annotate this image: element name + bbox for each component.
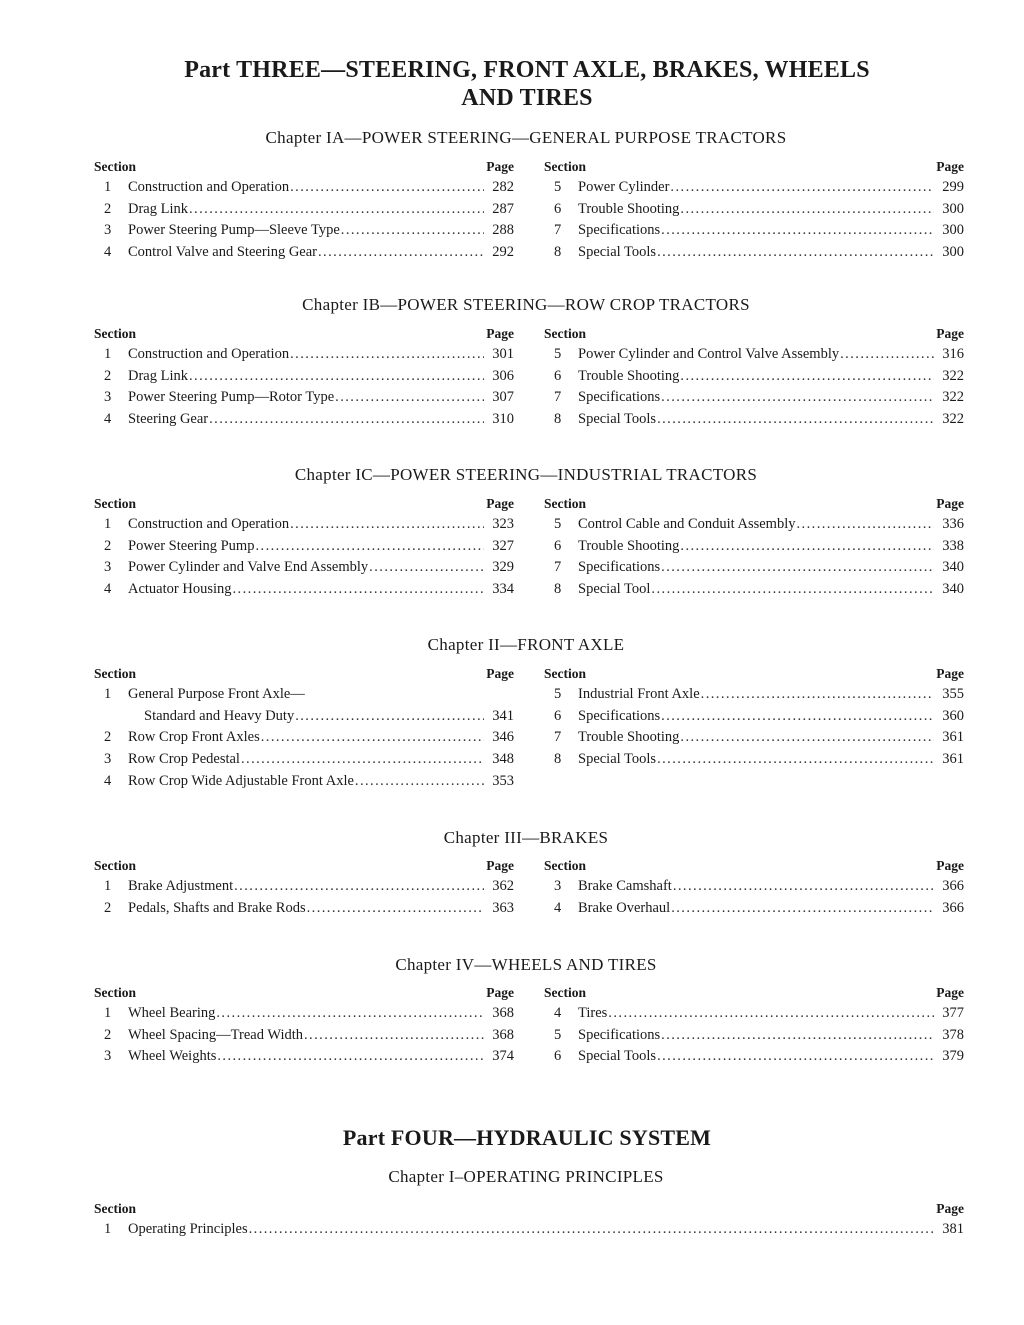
section-title: Control Valve and Steering Gear [128, 244, 317, 261]
page-number: 346 [492, 729, 514, 746]
toc-entry[interactable] [94, 199, 514, 221]
section-title: Control Cable and Conduit Assembly [578, 516, 796, 532]
page-number: 361 [942, 751, 964, 768]
part-four-title: Part FOUR—HYDRAULIC SYSTEM [342, 1125, 712, 1150]
dot-leader [680, 727, 934, 749]
page-number: 329 [492, 559, 514, 576]
section-number: 7 [554, 729, 562, 746]
dot-leader [307, 898, 484, 920]
section-number: 5 [554, 346, 562, 362]
section-header: Section [544, 496, 586, 511]
page-number: 368 [492, 1005, 514, 1021]
section-header: Section [94, 858, 136, 873]
toc-entry[interactable] [94, 177, 514, 199]
section-title: Special Tools [578, 1048, 657, 1065]
toc-entry[interactable] [544, 409, 964, 431]
page-header: Page [486, 326, 514, 341]
page-number: 366 [942, 899, 964, 916]
chapter-iv-heading: Chapter IV—WHEELS AND TIRES [395, 955, 657, 974]
page-number: 336 [942, 516, 964, 532]
toc-entry[interactable] [94, 1003, 514, 1025]
section-header: Section [544, 326, 586, 341]
section-header: Section [94, 159, 136, 174]
dot-leader [661, 1025, 934, 1047]
page-number: 287 [492, 200, 514, 217]
toc-entry[interactable] [94, 242, 514, 264]
toc-entry[interactable] [544, 199, 964, 221]
toc-entry[interactable] [94, 749, 514, 771]
page-number: 377 [942, 1005, 964, 1021]
toc-entry[interactable] [94, 557, 514, 579]
section-number: 4 [104, 772, 112, 789]
dot-leader [671, 898, 934, 920]
section-title: Row Crop Wide Adjustable Front Axle [128, 772, 354, 789]
column-header [94, 663, 514, 684]
section-header: Section [94, 985, 136, 1000]
page-number: 360 [942, 707, 964, 724]
section-number: 7 [554, 389, 562, 406]
section-title: Tires [578, 1005, 608, 1021]
toc-entry[interactable] [94, 409, 514, 431]
page-header: Page [486, 985, 514, 1000]
section-number: 1 [104, 1005, 112, 1021]
section-number: 3 [104, 389, 112, 406]
dot-leader [255, 536, 484, 558]
dot-leader [209, 409, 484, 431]
section-number: 7 [554, 222, 562, 239]
section-title: Brake Adjustment [128, 878, 234, 894]
page-number: 341 [492, 707, 514, 724]
page-number: 282 [492, 179, 514, 195]
page-header: Page [936, 985, 964, 1000]
chapter-iv-right-column [544, 982, 964, 1068]
dot-leader [657, 409, 934, 431]
column-header [544, 663, 964, 684]
section-number: 5 [554, 516, 562, 532]
dot-leader [290, 177, 484, 199]
toc-entry[interactable] [94, 727, 514, 749]
column-header [94, 156, 514, 177]
toc-entry[interactable] [544, 876, 964, 898]
section-title: Special Tools [578, 411, 657, 428]
page-number: 361 [942, 729, 964, 746]
section-number: 3 [104, 1048, 112, 1065]
toc-entry[interactable] [94, 514, 514, 536]
column-header [94, 855, 514, 876]
page-number: 381 [942, 1221, 964, 1237]
toc-entry[interactable] [94, 344, 514, 366]
section-title: Steering Gear [128, 411, 209, 428]
section-title: Special Tool [578, 581, 651, 598]
toc-entry[interactable] [544, 684, 964, 706]
section-title: Specifications [578, 389, 661, 406]
section-number: 2 [104, 1026, 112, 1043]
section-number: 7 [554, 559, 562, 576]
page-number: 379 [942, 1048, 964, 1065]
part-four-chapter-i-column [94, 1198, 964, 1241]
dot-leader [249, 1219, 934, 1241]
section-number: 4 [104, 581, 112, 598]
part-three-title-line-1: Part THREE—STEERING, FRONT AXLE, BRAKES, WHEELS [184, 57, 870, 83]
column-header [544, 156, 964, 177]
dot-leader [701, 684, 934, 706]
section-title: Construction and Operation [128, 179, 290, 195]
page-number: 299 [942, 179, 964, 195]
chapter-ib-heading: Chapter IB—POWER STEERING—ROW CROP TRACTORS [302, 295, 750, 314]
section-header: Section [94, 1201, 136, 1216]
section-title: Construction and Operation [128, 516, 290, 532]
section-number: 2 [104, 367, 112, 384]
page-header: Page [936, 326, 964, 341]
page-number: 300 [942, 200, 964, 217]
toc-entry[interactable] [544, 727, 964, 749]
page-number: 300 [942, 222, 964, 239]
section-title: Specifications [578, 707, 661, 724]
page-number: 363 [492, 899, 514, 916]
section-number: 1 [104, 1221, 112, 1237]
section-title: Row Crop Front Axles [128, 729, 260, 746]
chapter-iii-left-column [94, 855, 514, 919]
dot-leader [304, 1025, 484, 1047]
chapter-iv-left-column [94, 982, 514, 1068]
page-number: 362 [492, 878, 514, 894]
dot-leader [318, 242, 484, 264]
part-four-chapter-i-heading: Chapter I–OPERATING PRINCIPLES [388, 1167, 664, 1186]
section-title: General Purpose Front Axle— [128, 686, 305, 702]
toc-entry[interactable] [544, 536, 964, 558]
section-number: 1 [104, 878, 112, 894]
toc-entry-continuation[interactable] [94, 706, 514, 728]
section-title: Specifications [578, 222, 661, 239]
section-title: Power Steering Pump—Sleeve Type [128, 222, 340, 239]
toc-entry[interactable] [544, 344, 964, 366]
section-title: Pedals, Shafts and Brake Rods [128, 899, 306, 916]
page-header: Page [486, 496, 514, 511]
section-number: 1 [104, 686, 112, 702]
section-title: Power Cylinder and Valve End Assembly [128, 559, 369, 576]
dot-leader [657, 1046, 934, 1068]
section-number: 8 [554, 411, 562, 428]
page-number: 340 [942, 581, 964, 598]
section-number: 8 [554, 244, 562, 261]
page-header: Page [936, 496, 964, 511]
toc-entry[interactable] [544, 1025, 964, 1047]
toc-entry[interactable] [544, 1003, 964, 1025]
dot-leader [661, 706, 934, 728]
dot-leader [661, 557, 934, 579]
chapter-iii-heading: Chapter III—BRAKES [443, 828, 609, 847]
page-header: Page [486, 858, 514, 873]
column-header [94, 323, 514, 344]
dot-leader [217, 1046, 484, 1068]
section-title: Trouble Shooting [578, 729, 680, 746]
section-title: Industrial Front Axle [578, 686, 700, 702]
section-title: Power Cylinder and Control Valve Assembly [578, 346, 840, 362]
column-header [94, 982, 514, 1003]
section-number: 2 [104, 200, 112, 217]
toc-entry[interactable] [544, 177, 964, 199]
section-title: Specifications [578, 1026, 661, 1043]
dot-leader [335, 387, 484, 409]
page-number: 338 [942, 537, 964, 554]
page-number: 288 [492, 222, 514, 239]
section-number: 3 [104, 222, 112, 239]
dot-leader [290, 514, 484, 536]
section-number: 4 [104, 411, 112, 428]
section-title: Special Tools [578, 244, 657, 261]
page-number: 322 [942, 367, 964, 384]
dot-leader [189, 366, 484, 388]
toc-entry[interactable] [94, 536, 514, 558]
section-number: 6 [554, 367, 562, 384]
dot-leader [670, 177, 934, 199]
toc-entry[interactable] [94, 387, 514, 409]
page-header: Page [936, 1201, 964, 1216]
section-number: 6 [554, 707, 562, 724]
section-title: Operating Principles [128, 1221, 248, 1237]
dot-leader [355, 771, 484, 793]
section-number: 8 [554, 751, 562, 768]
dot-leader [341, 220, 484, 242]
column-header [94, 493, 514, 514]
section-title: Special Tools [578, 751, 657, 768]
dot-leader [657, 749, 934, 771]
section-header: Section [94, 326, 136, 341]
toc-entry[interactable] [544, 749, 964, 771]
dot-leader [216, 1003, 484, 1025]
section-title: Standard and Heavy Duty [144, 707, 295, 724]
toc-entry[interactable] [94, 876, 514, 898]
toc-entry[interactable] [544, 1046, 964, 1068]
section-title: Row Crop Pedestal [128, 751, 240, 768]
section-number: 3 [554, 878, 562, 894]
page-number: 323 [492, 516, 514, 532]
dot-leader [233, 579, 485, 601]
dot-leader [651, 579, 934, 601]
toc-entry[interactable] [94, 366, 514, 388]
section-number: 5 [554, 1026, 562, 1043]
dot-leader [680, 199, 934, 221]
page-header: Page [936, 159, 964, 174]
page-header: Page [936, 858, 964, 873]
section-number: 4 [554, 899, 562, 916]
chapter-ii-left-column [94, 663, 514, 793]
dot-leader [295, 706, 484, 728]
page-number: 306 [492, 367, 514, 384]
column-header [544, 493, 964, 514]
page-number: 307 [492, 389, 514, 406]
dot-leader [608, 1003, 934, 1025]
dot-leader [290, 344, 484, 366]
page-header: Page [486, 666, 514, 681]
page-number: 378 [942, 1026, 964, 1043]
dot-leader [797, 514, 935, 536]
section-title: Trouble Shooting [578, 367, 680, 384]
page-number: 348 [492, 751, 514, 768]
section-header: Section [544, 159, 586, 174]
dot-leader [680, 536, 934, 558]
section-number: 1 [104, 346, 112, 362]
page-number: 340 [942, 559, 964, 576]
chapter-ia-right-column [544, 156, 964, 264]
page-number: 322 [942, 389, 964, 406]
column-header [544, 982, 964, 1003]
page-number: 322 [942, 411, 964, 428]
toc-entry[interactable] [544, 242, 964, 264]
section-title: Brake Overhaul [578, 899, 671, 916]
toc-entry[interactable] [94, 898, 514, 920]
column-header [544, 855, 964, 876]
section-number: 4 [554, 1005, 562, 1021]
dot-leader [369, 557, 484, 579]
section-number: 2 [104, 729, 112, 746]
toc-entry[interactable] [544, 557, 964, 579]
section-number: 2 [104, 899, 112, 916]
page-number: 355 [942, 686, 964, 702]
section-title: Drag Link [128, 367, 188, 384]
page-number: 327 [492, 537, 514, 554]
section-header: Section [544, 666, 586, 681]
section-number: 6 [554, 200, 562, 217]
page-number: 316 [942, 346, 964, 362]
section-title: Brake Camshaft [578, 878, 672, 894]
chapter-ic-right-column [544, 493, 964, 601]
page-number: 292 [492, 244, 514, 261]
chapter-ia-left-column [94, 156, 514, 264]
section-title: Drag Link [128, 200, 188, 217]
section-title: Power Steering Pump—Rotor Type [128, 389, 335, 406]
section-number: 8 [554, 581, 562, 598]
section-number: 3 [104, 559, 112, 576]
section-header: Section [544, 985, 586, 1000]
column-header [94, 1198, 964, 1219]
chapter-ii-right-column [544, 663, 964, 771]
section-title: Power Cylinder [578, 179, 670, 195]
toc-entry[interactable] [544, 898, 964, 920]
section-number: 4 [104, 244, 112, 261]
toc-entry[interactable] [544, 387, 964, 409]
section-title: Trouble Shooting [578, 537, 680, 554]
page-number: 301 [492, 346, 514, 362]
section-title: Trouble Shooting [578, 200, 680, 217]
dot-leader [241, 749, 484, 771]
section-header: Section [94, 496, 136, 511]
toc-entry[interactable] [544, 706, 964, 728]
section-title: Wheel Weights [128, 1048, 217, 1065]
page-number: 368 [492, 1026, 514, 1043]
dot-leader [234, 876, 484, 898]
page-number: 310 [492, 411, 514, 428]
section-number: 2 [104, 537, 112, 554]
section-title: Construction and Operation [128, 346, 290, 362]
toc-entry[interactable] [544, 220, 964, 242]
dot-leader [680, 366, 934, 388]
section-title: Specifications [578, 559, 661, 576]
section-number: 1 [104, 516, 112, 532]
dot-leader [840, 344, 934, 366]
chapter-ib-right-column [544, 323, 964, 431]
section-number: 1 [104, 179, 112, 195]
section-number: 3 [104, 751, 112, 768]
dot-leader [661, 387, 934, 409]
toc-entry[interactable] [94, 771, 514, 793]
page-number: 374 [492, 1048, 514, 1065]
toc-entry[interactable] [94, 1025, 514, 1047]
chapter-ii-heading: Chapter II—FRONT AXLE [427, 635, 625, 654]
dot-leader [261, 727, 484, 749]
section-title: Actuator Housing [128, 581, 232, 598]
chapter-ia-heading: Chapter IA—POWER STEERING—GENERAL PURPOSE TRACTORS [265, 128, 787, 147]
chapter-iii-right-column [544, 855, 964, 919]
section-number: 6 [554, 537, 562, 554]
page-number: 300 [942, 244, 964, 261]
toc-entry[interactable] [94, 220, 514, 242]
dot-leader [661, 220, 934, 242]
section-header: Section [544, 858, 586, 873]
dot-leader [673, 876, 934, 898]
chapter-ib-left-column [94, 323, 514, 431]
part-three-title-line-2: AND TIRES [461, 85, 593, 111]
section-number: 6 [554, 1048, 562, 1065]
section-number: 5 [554, 179, 562, 195]
page-number: 334 [492, 581, 514, 598]
section-header: Section [94, 666, 136, 681]
page-header: Page [936, 666, 964, 681]
section-title: Power Steering Pump [128, 537, 255, 554]
dot-leader [189, 199, 484, 221]
chapter-ic-left-column [94, 493, 514, 601]
toc-entry[interactable] [94, 579, 514, 601]
toc-entry[interactable] [544, 579, 964, 601]
page-header: Page [486, 159, 514, 174]
toc-entry[interactable] [544, 514, 964, 536]
page-number: 353 [492, 772, 514, 789]
section-title: Wheel Bearing [128, 1005, 216, 1021]
dot-leader [657, 242, 934, 264]
toc-entry[interactable] [94, 1046, 514, 1068]
section-title: Wheel Spacing—Tread Width [128, 1026, 303, 1043]
toc-entry[interactable] [94, 1219, 964, 1241]
page-number: 366 [942, 878, 964, 894]
chapter-ic-heading: Chapter IC—POWER STEERING—INDUSTRIAL TRACTORS [294, 465, 758, 484]
toc-entry[interactable] [544, 366, 964, 388]
toc-entry[interactable] [94, 684, 514, 706]
column-header [544, 323, 964, 344]
section-number: 5 [554, 686, 562, 702]
